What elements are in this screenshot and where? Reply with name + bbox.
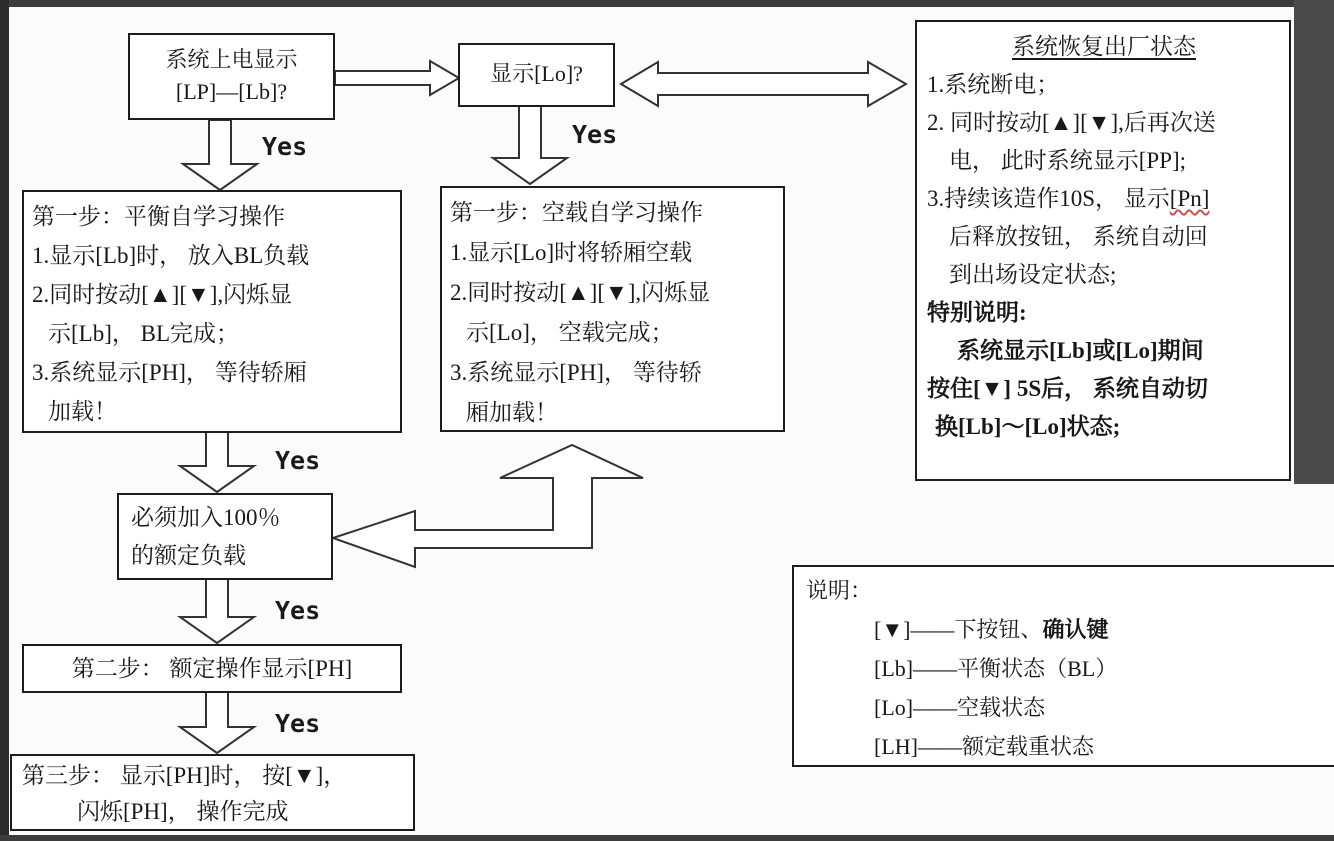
step2-text: 第二步： 额定操作显示[PH]	[71, 656, 353, 681]
box-factory-reset	[915, 20, 1291, 481]
box-display-lo	[458, 43, 615, 107]
balance-title: 第一步：平衡自学习操作	[32, 204, 285, 229]
box-step3	[10, 754, 415, 831]
legend-item-lo: [Lo]——空载状态	[874, 695, 1046, 720]
screenshot-edge-left	[0, 0, 9, 841]
box-power-on-display	[128, 33, 335, 120]
balance-step2: 2.同时按动[▲][▼],闪烁显	[32, 282, 293, 307]
step3-line1: 第三步： 显示[PH]时， 按[▼]，	[22, 763, 347, 788]
noload-step3: 3.系统显示[PH]， 等待轿	[450, 360, 702, 385]
yes-label-1: Yes	[262, 132, 308, 161]
screenshot-edge-right	[1294, 0, 1334, 484]
arrow-down-lo	[493, 106, 567, 184]
legend-item-lb: [Lb]——平衡状态（BL）	[874, 656, 1118, 681]
factory-reset-title: 系统恢复出厂状态	[1012, 34, 1196, 59]
noload-step3b: 厢加载！	[466, 400, 558, 425]
special-note-line2: 按住[▼] 5S后， 系统自动切	[927, 376, 1208, 401]
box-display-lo-text: 显示[Lo]?	[490, 61, 583, 86]
pn-code: [Pn]	[1169, 186, 1210, 211]
noload-step1: 1.显示[Lo]时将轿厢空载	[450, 240, 693, 265]
factory-reset-step3b: 后释放按钮， 系统自动回	[949, 224, 1208, 249]
yes-label-3: Yes	[275, 446, 321, 475]
factory-reset-step3: 3.持续该造作10S， 显示[Pn]	[927, 186, 1210, 211]
arrow-right-power-to-lo	[335, 61, 459, 95]
arrow-down-step2	[180, 692, 254, 753]
legend-item-down-button: [▼]——下按钮、确认键	[874, 617, 1109, 642]
arrow-elbow-up-left	[333, 445, 643, 567]
factory-reset-step1: 1.系统断电；	[927, 72, 1060, 97]
noload-title: 第一步：空载自学习操作	[450, 200, 703, 225]
legend-item-lh: [LH]——额定载重状态	[874, 734, 1094, 759]
factory-reset-step3c: 到出场设定状态;	[949, 262, 1117, 287]
box-power-on-line2: [LP]—[Lb]?	[175, 79, 288, 104]
arrow-double-lo-reset	[621, 62, 906, 106]
arrow-down-rated	[180, 579, 254, 643]
legend-title: 说明：	[806, 578, 873, 603]
yes-label-2: Yes	[572, 120, 618, 149]
arrow-down-balance	[180, 432, 254, 492]
balance-step2b: 示[Lb]， BL完成；	[48, 321, 240, 346]
screenshot-edge-bottom	[0, 835, 1334, 841]
factory-reset-step2: 2. 同时按动[▲][▼],后再次送	[927, 110, 1216, 135]
balance-step3: 3.系统显示[PH]， 等待轿厢	[32, 360, 307, 385]
box-step2	[22, 644, 402, 693]
balance-step1: 1.显示[Lb]时， 放入BL负载	[32, 243, 310, 268]
screenshot-edge-top	[0, 0, 1334, 7]
factory-reset-step2b: 电， 此时系统显示[PP];	[949, 148, 1187, 173]
box-power-on-line1: 系统上电显示	[165, 47, 298, 72]
box-rated-load	[117, 493, 333, 580]
arrow-down-power	[183, 120, 257, 190]
balance-step3b: 加载！	[48, 399, 117, 424]
box-balance-learning	[22, 190, 402, 433]
special-note-line1: 系统显示[Lb]或[Lo]期间	[957, 338, 1204, 363]
noload-step2: 2.同时按动[▲][▼],闪烁显	[450, 280, 711, 305]
noload-step2b: 示[Lo]， 空载完成；	[466, 320, 674, 345]
rated-load-line2: 的额定负载	[131, 543, 246, 568]
step3-line2: 闪烁[PH]， 操作完成	[77, 799, 289, 824]
special-note-line3: 换[Lb]～[Lo]状态;	[935, 414, 1121, 439]
yes-label-5: Yes	[275, 709, 321, 738]
yes-label-4: Yes	[275, 596, 321, 625]
box-legend	[792, 565, 1334, 767]
rated-load-line1: 必须加入100％	[131, 505, 281, 530]
special-note-title: 特别说明:	[927, 300, 1027, 325]
box-noload-learning	[440, 186, 785, 432]
